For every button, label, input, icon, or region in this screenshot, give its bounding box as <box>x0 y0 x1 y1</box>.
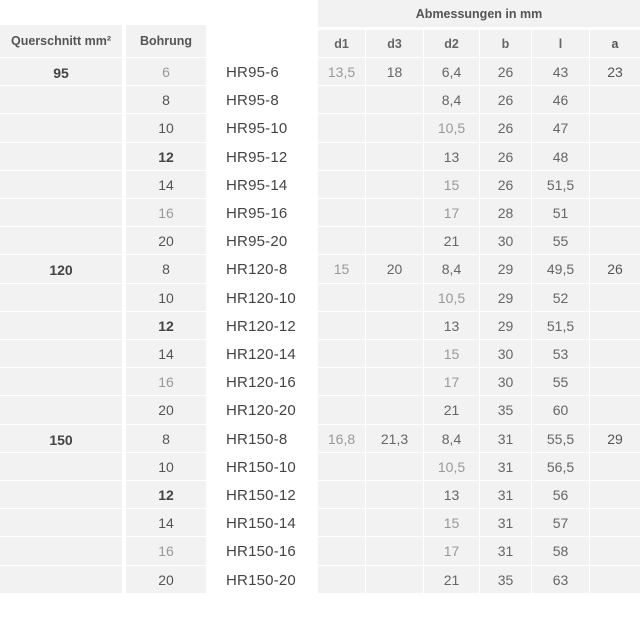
bohrung-cell: 12 <box>126 143 206 171</box>
d3-cell <box>366 340 424 368</box>
d1-cell: 15 <box>318 255 366 284</box>
querschnitt-cell <box>0 227 122 255</box>
a-cell <box>590 114 640 143</box>
bohrung-cell: 10 <box>126 114 206 143</box>
b-cell: 30 <box>480 227 532 255</box>
d3-cell: 18 <box>366 58 424 86</box>
d1-cell: 13,5 <box>318 58 366 86</box>
code-cell: HR95-16 <box>206 199 318 227</box>
b-cell: 28 <box>480 199 532 227</box>
header-l: l <box>532 30 590 58</box>
a-cell <box>590 368 640 396</box>
l-cell: 43 <box>532 58 590 86</box>
d1-cell <box>318 86 366 114</box>
b-cell: 31 <box>480 481 532 509</box>
b-cell: 31 <box>480 509 532 537</box>
b-cell: 35 <box>480 566 532 594</box>
l-cell: 55 <box>532 227 590 255</box>
d3-cell <box>366 86 424 114</box>
b-cell: 31 <box>480 453 532 481</box>
querschnitt-cell <box>0 537 122 566</box>
bohrung-cell: 8 <box>126 425 206 453</box>
header-d1: d1 <box>318 30 366 58</box>
code-cell: HR120-20 <box>206 396 318 425</box>
l-cell: 51 <box>532 199 590 227</box>
querschnitt-cell <box>0 566 122 594</box>
querschnitt-cell <box>0 143 122 171</box>
l-cell: 49,5 <box>532 255 590 284</box>
code-cell: HR95-6 <box>206 58 318 86</box>
b-cell: 30 <box>480 368 532 396</box>
bohrung-cell: 6 <box>126 58 206 86</box>
d2-cell: 17 <box>424 199 480 227</box>
d1-cell <box>318 566 366 594</box>
d3-cell <box>366 114 424 143</box>
d2-cell: 17 <box>424 537 480 566</box>
d1-cell <box>318 199 366 227</box>
bohrung-cell: 14 <box>126 171 206 199</box>
b-cell: 26 <box>480 86 532 114</box>
querschnitt-cell <box>0 481 122 509</box>
code-cell: HR120-16 <box>206 368 318 396</box>
d2-cell: 6,4 <box>424 58 480 86</box>
l-cell: 52 <box>532 284 590 312</box>
b-cell: 35 <box>480 396 532 425</box>
querschnitt-cell <box>0 312 122 340</box>
code-cell: HR120-10 <box>206 284 318 312</box>
a-cell <box>590 566 640 594</box>
d1-cell: 16,8 <box>318 425 366 453</box>
querschnitt-cell <box>0 368 122 396</box>
code-cell: HR150-8 <box>206 425 318 453</box>
d1-cell <box>318 509 366 537</box>
querschnitt-cell <box>0 396 122 425</box>
bohrung-cell: 16 <box>126 368 206 396</box>
bohrung-cell: 10 <box>126 453 206 481</box>
d2-cell: 17 <box>424 368 480 396</box>
d1-cell <box>318 227 366 255</box>
querschnitt-cell: 150 <box>0 425 122 453</box>
a-cell: 29 <box>590 425 640 453</box>
a-cell <box>590 86 640 114</box>
d3-cell <box>366 537 424 566</box>
d2-cell: 21 <box>424 227 480 255</box>
header-b: b <box>480 30 532 58</box>
querschnitt-cell <box>0 340 122 368</box>
d2-cell: 10,5 <box>424 284 480 312</box>
l-cell: 60 <box>532 396 590 425</box>
d1-cell <box>318 340 366 368</box>
b-cell: 29 <box>480 312 532 340</box>
bohrung-cell: 16 <box>126 537 206 566</box>
querschnitt-cell <box>0 86 122 114</box>
l-cell: 56,5 <box>532 453 590 481</box>
d1-cell <box>318 312 366 340</box>
a-cell <box>590 396 640 425</box>
b-cell: 30 <box>480 340 532 368</box>
code-cell: HR150-10 <box>206 453 318 481</box>
b-cell: 29 <box>480 284 532 312</box>
querschnitt-cell <box>0 284 122 312</box>
d3-cell: 21,3 <box>366 425 424 453</box>
d3-cell <box>366 509 424 537</box>
d3-cell <box>366 368 424 396</box>
code-cell: HR120-12 <box>206 312 318 340</box>
bohrung-cell: 20 <box>126 566 206 594</box>
d1-cell <box>318 171 366 199</box>
d2-cell: 13 <box>424 143 480 171</box>
a-cell <box>590 509 640 537</box>
querschnitt-cell: 95 <box>0 58 122 86</box>
l-cell: 48 <box>532 143 590 171</box>
a-cell <box>590 312 640 340</box>
bohrung-cell: 8 <box>126 255 206 284</box>
l-cell: 51,5 <box>532 171 590 199</box>
d3-cell: 20 <box>366 255 424 284</box>
d1-cell <box>318 114 366 143</box>
l-cell: 51,5 <box>532 312 590 340</box>
d2-cell: 15 <box>424 509 480 537</box>
code-cell: HR95-12 <box>206 143 318 171</box>
a-cell: 26 <box>590 255 640 284</box>
bohrung-cell: 20 <box>126 227 206 255</box>
l-cell: 57 <box>532 509 590 537</box>
b-cell: 31 <box>480 425 532 453</box>
querschnitt-cell: 120 <box>0 255 122 284</box>
l-cell: 58 <box>532 537 590 566</box>
d3-cell <box>366 199 424 227</box>
code-cell: HR150-16 <box>206 537 318 566</box>
d3-cell <box>366 312 424 340</box>
d3-cell <box>366 453 424 481</box>
querschnitt-cell <box>0 199 122 227</box>
bohrung-cell: 8 <box>126 86 206 114</box>
d1-cell <box>318 368 366 396</box>
d1-cell <box>318 396 366 425</box>
d3-cell <box>366 227 424 255</box>
l-cell: 63 <box>532 566 590 594</box>
querschnitt-cell <box>0 171 122 199</box>
code-cell: HR95-20 <box>206 227 318 255</box>
b-cell: 26 <box>480 58 532 86</box>
a-cell <box>590 171 640 199</box>
a-cell <box>590 284 640 312</box>
b-cell: 29 <box>480 255 532 284</box>
d2-cell: 10,5 <box>424 453 480 481</box>
d2-cell: 8,4 <box>424 425 480 453</box>
a-cell <box>590 227 640 255</box>
a-cell <box>590 453 640 481</box>
header-abmessungen: Abmessungen in mm <box>318 0 640 28</box>
bohrung-cell: 16 <box>126 199 206 227</box>
a-cell <box>590 481 640 509</box>
d1-cell <box>318 143 366 171</box>
l-cell: 56 <box>532 481 590 509</box>
querschnitt-cell <box>0 453 122 481</box>
bohrung-cell: 14 <box>126 509 206 537</box>
code-cell: HR150-14 <box>206 509 318 537</box>
l-cell: 55,5 <box>532 425 590 453</box>
code-cell: HR95-8 <box>206 86 318 114</box>
b-cell: 26 <box>480 114 532 143</box>
code-cell: HR95-10 <box>206 114 318 143</box>
a-cell <box>590 199 640 227</box>
b-cell: 26 <box>480 171 532 199</box>
d2-cell: 15 <box>424 340 480 368</box>
code-cell: HR150-12 <box>206 481 318 509</box>
bohrung-cell: 14 <box>126 340 206 368</box>
l-cell: 53 <box>532 340 590 368</box>
d1-cell <box>318 481 366 509</box>
bohrung-cell: 10 <box>126 284 206 312</box>
code-cell: HR120-8 <box>206 255 318 284</box>
l-cell: 46 <box>532 86 590 114</box>
l-cell: 47 <box>532 114 590 143</box>
d2-cell: 13 <box>424 481 480 509</box>
code-cell: HR120-14 <box>206 340 318 368</box>
querschnitt-cell <box>0 509 122 537</box>
a-cell: 23 <box>590 58 640 86</box>
d3-cell <box>366 171 424 199</box>
d2-cell: 10,5 <box>424 114 480 143</box>
header-d3: d3 <box>366 30 424 58</box>
a-cell <box>590 537 640 566</box>
code-cell: HR95-14 <box>206 171 318 199</box>
d1-cell <box>318 453 366 481</box>
d1-cell <box>318 537 366 566</box>
header-d2: d2 <box>424 30 480 58</box>
b-cell: 26 <box>480 143 532 171</box>
a-cell <box>590 340 640 368</box>
l-cell: 55 <box>532 368 590 396</box>
d3-cell <box>366 396 424 425</box>
a-cell <box>590 143 640 171</box>
b-cell: 31 <box>480 537 532 566</box>
header-a: a <box>590 30 640 58</box>
bohrung-cell: 20 <box>126 396 206 425</box>
bohrung-cell: 12 <box>126 481 206 509</box>
d2-cell: 13 <box>424 312 480 340</box>
bohrung-cell: 12 <box>126 312 206 340</box>
code-cell: HR150-20 <box>206 566 318 594</box>
header-bohrung: Bohrung <box>126 25 206 58</box>
d3-cell <box>366 143 424 171</box>
d2-cell: 15 <box>424 171 480 199</box>
d2-cell: 21 <box>424 396 480 425</box>
querschnitt-cell <box>0 114 122 143</box>
d2-cell: 21 <box>424 566 480 594</box>
d3-cell <box>366 284 424 312</box>
header-querschnitt: Querschnitt mm² <box>0 25 122 58</box>
d1-cell <box>318 284 366 312</box>
d2-cell: 8,4 <box>424 255 480 284</box>
d3-cell <box>366 481 424 509</box>
d3-cell <box>366 566 424 594</box>
d2-cell: 8,4 <box>424 86 480 114</box>
